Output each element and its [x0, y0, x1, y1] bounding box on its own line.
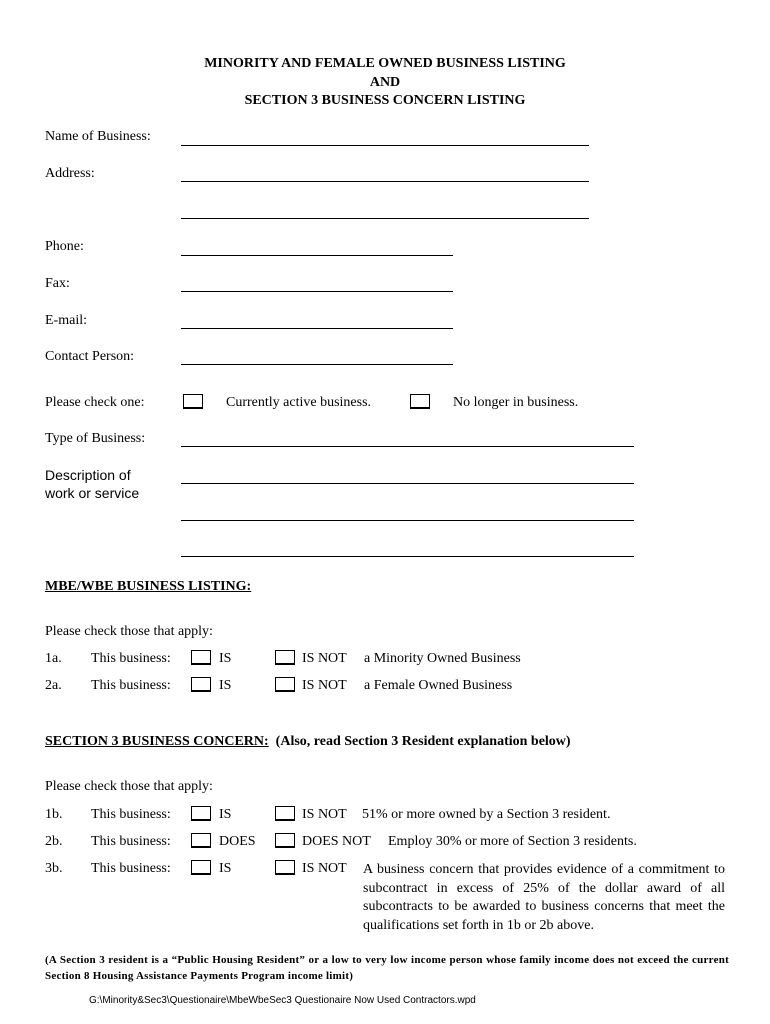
- fax-label: Fax:: [45, 276, 70, 291]
- row-2a-is-not-label: IS NOT: [302, 678, 347, 693]
- row-2b-number: 2b.: [45, 834, 63, 849]
- phone-label: Phone:: [45, 239, 84, 254]
- row-3b-label: This business:: [91, 861, 171, 876]
- form-title-line-2: AND: [369, 75, 401, 90]
- row-2a-is-checkbox[interactable]: [191, 677, 211, 692]
- phone-field[interactable]: [181, 255, 453, 256]
- row-1b-is-not-label: IS NOT: [302, 807, 347, 822]
- row-3b-is-checkbox[interactable]: [191, 860, 211, 875]
- row-1a-is-not-checkbox[interactable]: [275, 650, 295, 665]
- currently-active-checkbox[interactable]: [183, 394, 203, 409]
- section3-instruction: Please check those that apply:: [45, 779, 213, 794]
- row-2a-is-not-checkbox[interactable]: [275, 677, 295, 692]
- row-1b-description: 51% or more owned by a Section 3 resident.: [362, 807, 611, 822]
- row-2b-does-label: DOES: [219, 834, 256, 849]
- mbe-instruction: Please check those that apply:: [45, 624, 213, 639]
- row-1a-number: 1a.: [45, 651, 62, 666]
- contact-person-field[interactable]: [181, 364, 453, 365]
- section3-resident-note: (A Section 3 resident is a “Public Housing Resident” or a low to very low income person whose family income does not exceed the current Section 8 Housing Assistance Payments Program income limit): [45, 954, 729, 982]
- form-title-line-3: SECTION 3 BUSINESS CONCERN LISTING: [244, 93, 526, 108]
- description-label-line-2: work or service: [45, 485, 140, 501]
- section3-heading: SECTION 3 BUSINESS CONCERN:: [45, 734, 269, 749]
- row-1b-is-not-checkbox[interactable]: [275, 806, 295, 821]
- description-label-line-1: Description of: [45, 467, 131, 483]
- row-3b-number: 3b.: [45, 861, 63, 876]
- row-3b-description: A business concern that provides evidence of a commitment to subcontract in excess of 25% of the dollar award of all subcontracts to be awarded to business concerns that meet the qualifications set forth in 1b or 2b above.: [363, 862, 725, 933]
- row-1a-is-checkbox[interactable]: [191, 650, 211, 665]
- no-longer-in-business-label: No longer in business.: [453, 395, 579, 410]
- row-2a-is-label: IS: [219, 678, 232, 693]
- address-label: Address:: [45, 166, 95, 181]
- description-field-line-1[interactable]: [181, 483, 634, 484]
- row-2b-description: Employ 30% or more of Section 3 residents.: [388, 834, 637, 849]
- name-of-business-field[interactable]: [181, 145, 589, 146]
- row-2a-description: a Female Owned Business: [364, 678, 513, 693]
- row-1b-label: This business:: [91, 807, 171, 822]
- row-1b-is-checkbox[interactable]: [191, 806, 211, 821]
- row-2a-number: 2a.: [45, 678, 62, 693]
- no-longer-in-business-checkbox[interactable]: [410, 394, 430, 409]
- row-2b-does-not-checkbox[interactable]: [275, 833, 295, 848]
- description-field-line-2[interactable]: [181, 520, 634, 521]
- contact-person-label: Contact Person:: [45, 349, 135, 364]
- file-path-footer: G:\Minority&Sec3\Questionaire\MbeWbeSec3 Questionaire Now Used Contractors.wpd: [89, 995, 476, 1006]
- type-of-business-label: Type of Business:: [45, 431, 146, 446]
- row-2b-does-checkbox[interactable]: [191, 833, 211, 848]
- section3-heading-note: (Also, read Section 3 Resident explanation below): [275, 734, 571, 749]
- row-2b-does-not-label: DOES NOT: [302, 834, 371, 849]
- address-field-line-1[interactable]: [181, 181, 589, 182]
- description-field-line-3[interactable]: [181, 556, 634, 557]
- row-3b-is-not-label: IS NOT: [302, 861, 347, 876]
- name-of-business-label: Name of Business:: [45, 129, 151, 144]
- fax-field[interactable]: [181, 291, 453, 292]
- row-3b-is-label: IS: [219, 861, 232, 876]
- row-1a-is-label: IS: [219, 651, 232, 666]
- mbe-wbe-heading: MBE/WBE BUSINESS LISTING:: [45, 579, 252, 594]
- row-1b-number: 1b.: [45, 807, 63, 822]
- type-of-business-field[interactable]: [181, 446, 634, 447]
- row-2b-label: This business:: [91, 834, 171, 849]
- please-check-one-label: Please check one:: [45, 395, 145, 410]
- address-field-line-2[interactable]: [181, 218, 589, 219]
- row-3b-is-not-checkbox[interactable]: [275, 860, 295, 875]
- row-2a-label: This business:: [91, 678, 171, 693]
- row-1a-label: This business:: [91, 651, 171, 666]
- email-field[interactable]: [181, 328, 453, 329]
- row-1b-is-label: IS: [219, 807, 232, 822]
- email-label: E-mail:: [45, 313, 87, 328]
- currently-active-label: Currently active business.: [226, 395, 372, 410]
- section3-heading-row: [45, 734, 571, 750]
- row-1a-description: a Minority Owned Business: [364, 651, 521, 666]
- row-1a-is-not-label: IS NOT: [302, 651, 347, 666]
- form-title-line-1: MINORITY AND FEMALE OWNED BUSINESS LISTING: [204, 56, 566, 71]
